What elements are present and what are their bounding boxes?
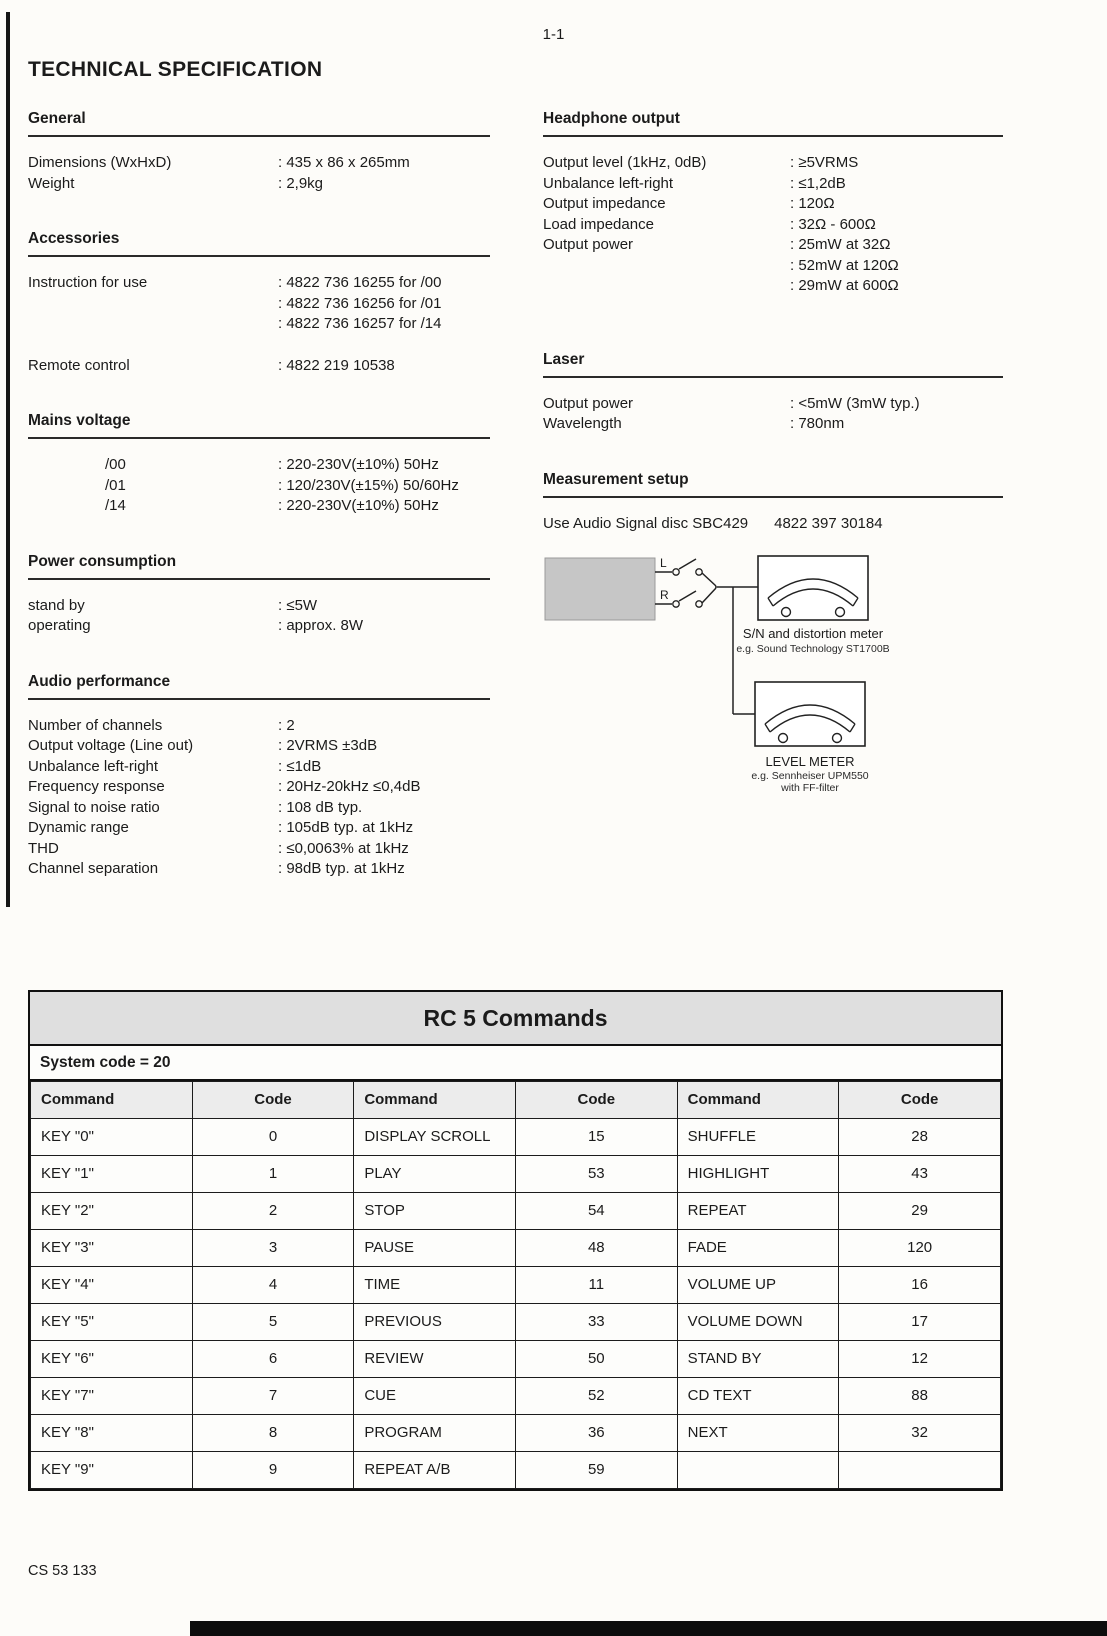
code-cell: 16 xyxy=(839,1266,1001,1303)
code-cell: 33 xyxy=(515,1303,677,1340)
switch-contact-icon xyxy=(696,568,702,574)
switch-contact-icon xyxy=(673,600,679,606)
command-cell: STOP xyxy=(354,1192,516,1229)
spec-row xyxy=(28,839,490,860)
section-laser xyxy=(543,351,1003,435)
rc5-row xyxy=(31,1340,1001,1377)
code-cell: 3 xyxy=(192,1229,354,1266)
meter1-caption: S/N and distortion meter xyxy=(742,625,884,641)
section-accessories xyxy=(28,230,490,376)
spec-row xyxy=(28,596,490,617)
command-cell: VOLUME DOWN xyxy=(677,1303,839,1340)
spec-row xyxy=(543,235,1003,256)
right-channel-label: R xyxy=(660,587,669,602)
code-cell: 29 xyxy=(839,1192,1001,1229)
section-mains-voltage xyxy=(28,412,490,517)
spec-value: : 29mW at 600Ω xyxy=(790,277,899,294)
command-cell: KEY "6" xyxy=(31,1340,193,1377)
spec-label: Weight xyxy=(28,174,75,192)
code-cell: 6 xyxy=(192,1340,354,1377)
spec-value: : <5mW (3mW typ.) xyxy=(790,394,920,412)
measurement-note-code: 4822 397 30184 xyxy=(774,514,883,532)
page-content xyxy=(28,58,1003,1579)
section-heading: Headphone output xyxy=(543,110,1003,137)
command-cell: KEY "2" xyxy=(31,1192,193,1229)
rc5-row xyxy=(31,1451,1001,1488)
code-cell: 88 xyxy=(839,1377,1001,1414)
spec-row xyxy=(28,294,490,315)
code-cell: 17 xyxy=(839,1303,1001,1340)
rc5-header-cell: Code xyxy=(515,1081,677,1118)
code-cell: 43 xyxy=(839,1155,1001,1192)
measurement-note xyxy=(543,514,1003,534)
spec-row xyxy=(543,256,1003,277)
spec-row xyxy=(28,736,490,757)
right-wire-out xyxy=(702,588,716,603)
spec-label: Wavelength xyxy=(543,415,622,432)
spec-columns xyxy=(28,110,1003,916)
code-cell: 59 xyxy=(515,1451,677,1488)
code-cell: 48 xyxy=(515,1229,677,1266)
spec-value: : 20Hz-20kHz ≤0,4dB xyxy=(278,778,421,795)
meter2-caption: LEVEL METER xyxy=(765,753,855,769)
spec-value: : 120/230V(±15%) 50/60Hz xyxy=(278,476,459,494)
section-heading: Power consumption xyxy=(28,553,490,580)
command-cell: KEY "5" xyxy=(31,1303,193,1340)
spec-row xyxy=(28,818,490,839)
switch-contact-icon xyxy=(696,600,702,606)
right-sections xyxy=(543,110,1003,534)
spec-label: Unbalance left-right xyxy=(543,174,674,192)
command-cell: KEY "3" xyxy=(31,1229,193,1266)
switch-contact-icon xyxy=(673,568,679,574)
spec-row xyxy=(28,757,490,778)
code-cell: 54 xyxy=(515,1192,677,1229)
spec-value: : 108 dB typ. xyxy=(278,798,363,816)
spec-row xyxy=(28,153,490,174)
spec-row xyxy=(28,859,490,880)
command-cell: PLAY xyxy=(354,1155,516,1192)
code-cell: 8 xyxy=(192,1414,354,1451)
command-cell: DISPLAY SCROLL xyxy=(354,1118,516,1155)
spec-row xyxy=(28,273,490,294)
command-cell: PAUSE xyxy=(354,1229,516,1266)
code-cell: 15 xyxy=(515,1118,677,1155)
spec-value: : 98dB typ. at 1kHz xyxy=(278,860,405,877)
spec-label: Load impedance xyxy=(543,215,654,233)
rc5-header-row xyxy=(31,1081,1001,1118)
spec-value: : 4822 219 10538 xyxy=(278,356,395,374)
rc5-header-cell: Code xyxy=(192,1081,354,1118)
spec-row xyxy=(28,496,490,517)
code-cell: 52 xyxy=(515,1377,677,1414)
right-column xyxy=(543,110,1003,799)
command-cell: SHUFFLE xyxy=(677,1118,839,1155)
code-cell: 11 xyxy=(515,1266,677,1303)
spec-row xyxy=(28,476,490,497)
spec-value: : 2VRMS ±3dB xyxy=(278,737,378,754)
spec-label: Signal to noise ratio xyxy=(28,798,160,816)
code-cell: 32 xyxy=(839,1414,1001,1451)
code-cell: 36 xyxy=(515,1414,677,1451)
command-cell: CUE xyxy=(354,1377,516,1414)
spec-label xyxy=(28,314,278,335)
spec-row xyxy=(28,777,490,798)
section-heading: Accessories xyxy=(28,230,490,257)
command-cell: REPEAT A/B xyxy=(354,1451,516,1488)
measurement-setup-diagram xyxy=(543,554,1003,799)
spec-label: Output power xyxy=(543,394,634,412)
level-meter xyxy=(755,682,865,746)
section-heading: General xyxy=(28,110,490,137)
code-cell: 2 xyxy=(192,1192,354,1229)
spec-row xyxy=(543,194,1003,215)
spec-label: Number of channels xyxy=(28,716,163,734)
spec-value: : 120Ω xyxy=(790,195,835,212)
rc5-row xyxy=(31,1118,1001,1155)
spec-label: Frequency response xyxy=(28,778,165,795)
code-cell: 0 xyxy=(192,1118,354,1155)
spec-label: THD xyxy=(28,839,59,857)
spec-value: : 220-230V(±10%) 50Hz xyxy=(278,456,439,473)
scan-artifact-line xyxy=(6,12,10,907)
command-cell: KEY "4" xyxy=(31,1266,193,1303)
command-cell: CD TEXT xyxy=(677,1377,839,1414)
spec-value: : 32Ω - 600Ω xyxy=(790,215,876,233)
command-cell: NEXT xyxy=(677,1414,839,1451)
code-cell: 9 xyxy=(192,1451,354,1488)
spec-label: /14 xyxy=(105,497,126,514)
command-cell: STAND BY xyxy=(677,1340,839,1377)
section-heading: Audio performance xyxy=(28,673,490,700)
spec-row xyxy=(543,215,1003,236)
rc5-grid xyxy=(30,1081,1001,1489)
spec-row xyxy=(28,616,490,637)
spec-row xyxy=(543,276,1003,297)
code-cell: 5 xyxy=(192,1303,354,1340)
switch-lever-icon xyxy=(679,591,696,601)
rc5-row xyxy=(31,1229,1001,1266)
command-cell: KEY "0" xyxy=(31,1118,193,1155)
sn-distortion-meter xyxy=(758,556,868,620)
spec-row xyxy=(28,798,490,819)
command-cell: KEY "7" xyxy=(31,1377,193,1414)
left-channel-label: L xyxy=(660,555,667,570)
section-general xyxy=(28,110,490,194)
code-cell: 4 xyxy=(192,1266,354,1303)
spec-value: : 25mW at 32Ω xyxy=(790,236,891,253)
command-cell: TIME xyxy=(354,1266,516,1303)
section-power-consumption xyxy=(28,553,490,637)
spec-row xyxy=(543,414,1003,435)
spec-value: : 105dB typ. at 1kHz xyxy=(278,819,414,836)
rc5-header-cell: Command xyxy=(354,1081,516,1118)
command-cell: FADE xyxy=(677,1229,839,1266)
measurement-note-text: Use Audio Signal disc SBC429 xyxy=(543,514,749,532)
spec-row xyxy=(543,153,1003,174)
left-wire-out xyxy=(702,573,716,586)
code-cell: 28 xyxy=(839,1118,1001,1155)
spec-label xyxy=(543,256,790,277)
spec-value: : 780nm xyxy=(790,415,845,432)
rc5-table-title: RC 5 Commands xyxy=(30,992,1001,1046)
rc5-row xyxy=(31,1377,1001,1414)
spec-row xyxy=(28,356,490,377)
signal-source-box xyxy=(545,558,655,620)
spec-label: /01 xyxy=(105,476,126,494)
spec-label: Output impedance xyxy=(543,195,666,212)
rc5-header-cell: Command xyxy=(677,1081,839,1118)
spec-row xyxy=(28,716,490,737)
rc5-row xyxy=(31,1155,1001,1192)
code-cell: 50 xyxy=(515,1340,677,1377)
spec-label: Output level (1kHz, 0dB) xyxy=(543,154,707,171)
spec-value: : 4822 736 16257 for /14 xyxy=(278,315,442,332)
document-code: CS 53 133 xyxy=(28,1562,97,1579)
spec-row xyxy=(543,174,1003,195)
spec-value: : 4822 736 16255 for /00 xyxy=(278,274,442,291)
spec-row xyxy=(28,174,490,195)
bottom-black-bar xyxy=(190,1621,1107,1636)
command-cell: PREVIOUS xyxy=(354,1303,516,1340)
spec-value: : ≤1,2dB xyxy=(790,174,846,192)
spec-label: Output power xyxy=(543,236,634,253)
spec-label: Output voltage (Line out) xyxy=(28,737,194,754)
spec-label: Dynamic range xyxy=(28,819,129,836)
spec-row xyxy=(28,455,490,476)
spec-value: : 435 x 86 x 265mm xyxy=(278,154,410,171)
code-cell: 7 xyxy=(192,1377,354,1414)
rc5-row xyxy=(31,1266,1001,1303)
spec-row xyxy=(543,394,1003,415)
rc5-header-cell: Command xyxy=(31,1081,193,1118)
spec-value: : 2,9kg xyxy=(278,174,324,192)
command-cell: REVIEW xyxy=(354,1340,516,1377)
code-cell: 120 xyxy=(839,1229,1001,1266)
command-cell: KEY "9" xyxy=(31,1451,193,1488)
spec-value: : ≤5W xyxy=(278,596,318,614)
spec-row xyxy=(28,314,490,335)
spec-value: : approx. 8W xyxy=(278,617,364,634)
rc5-row xyxy=(31,1192,1001,1229)
spec-value: : 220-230V(±10%) 50Hz xyxy=(278,497,439,514)
meter2-subcaption: e.g. Sennheiser UPM550 xyxy=(751,769,869,782)
spec-value: : 2 xyxy=(278,716,295,734)
rc5-row xyxy=(31,1414,1001,1451)
rc5-commands-table xyxy=(28,990,1003,1491)
section-audio-performance xyxy=(28,673,490,880)
command-cell: VOLUME UP xyxy=(677,1266,839,1303)
code-cell: 1 xyxy=(192,1155,354,1192)
meter1-subcaption: e.g. Sound Technology ST1700B xyxy=(736,642,890,655)
section-heading: Measurement setup xyxy=(543,471,1003,498)
section-measurement-setup xyxy=(543,471,1003,534)
spec-label: Unbalance left-right xyxy=(28,757,159,775)
code-cell: 53 xyxy=(515,1155,677,1192)
spec-value: : ≤0,0063% at 1kHz xyxy=(278,839,409,857)
spec-label: Dimensions (WxHxD) xyxy=(28,154,172,171)
spec-label: Channel separation xyxy=(28,860,159,877)
left-column xyxy=(28,110,490,916)
spec-label: /00 xyxy=(105,456,126,473)
spec-label: stand by xyxy=(28,596,85,614)
command-cell xyxy=(677,1451,839,1488)
section-heading: Laser xyxy=(543,351,1003,378)
spec-value: : ≤1dB xyxy=(278,757,322,775)
code-cell xyxy=(839,1451,1001,1488)
command-cell: KEY "8" xyxy=(31,1414,193,1451)
spec-label: Instruction for use xyxy=(28,274,148,291)
rc5-row xyxy=(31,1303,1001,1340)
meter2-subcaption2: with FF-filter xyxy=(781,781,839,794)
command-cell: KEY "1" xyxy=(31,1155,193,1192)
command-cell: PROGRAM xyxy=(354,1414,516,1451)
page-number: 1-1 xyxy=(542,26,565,43)
rc5-system-code: System code = 20 xyxy=(30,1046,1001,1081)
spec-label: Remote control xyxy=(28,356,130,374)
page-title: TECHNICAL SPECIFICATION xyxy=(28,58,323,81)
section-heading: Mains voltage xyxy=(28,412,490,439)
switch-lever-icon xyxy=(679,559,696,569)
rc5-header-cell: Code xyxy=(839,1081,1001,1118)
code-cell: 12 xyxy=(839,1340,1001,1377)
spec-value: : 52mW at 120Ω xyxy=(790,256,899,274)
spec-label xyxy=(28,294,278,315)
command-cell: REPEAT xyxy=(677,1192,839,1229)
spec-value: : 4822 736 16256 for /01 xyxy=(278,294,442,312)
spec-label: operating xyxy=(28,617,91,634)
section-headphone-output xyxy=(543,110,1003,297)
command-cell: HIGHLIGHT xyxy=(677,1155,839,1192)
spec-value: : ≥5VRMS xyxy=(790,154,859,171)
spec-label xyxy=(543,276,790,297)
